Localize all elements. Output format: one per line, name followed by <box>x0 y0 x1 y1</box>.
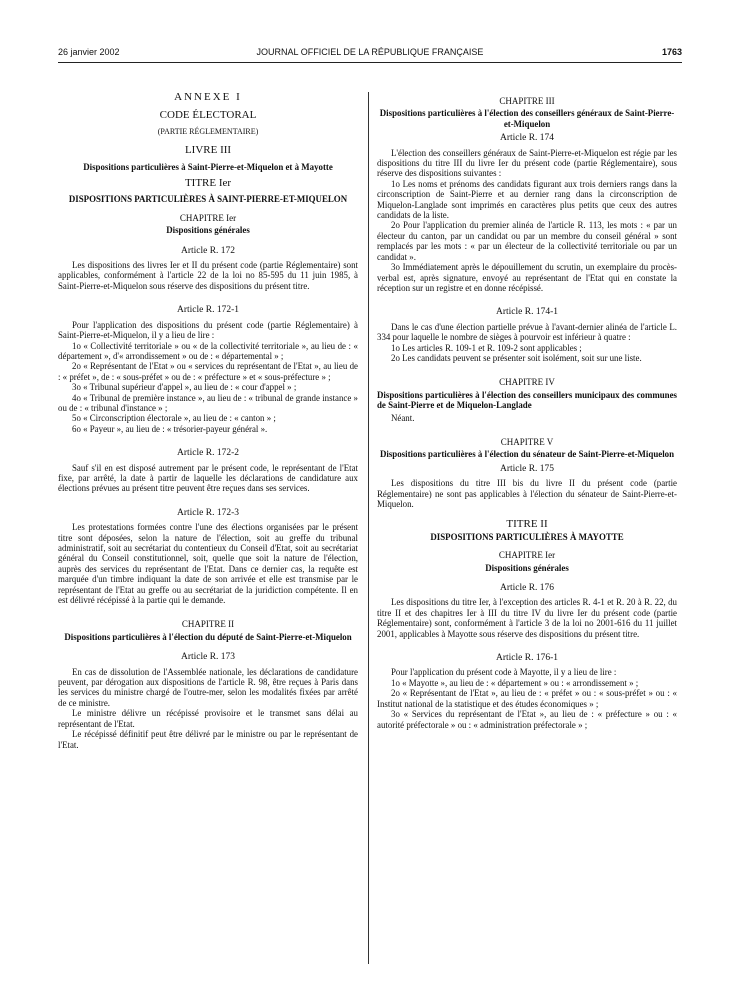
article-heading: Article R. 172-1 <box>176 305 239 316</box>
article-text: Sauf s'il en est disposé autrement par le présent code, le représentant de l'Etat fixe, par arrêté, la date à partir de laquelle les déclarations de candidature aux élections prévues au présent titre peuvent être reçues dans ses services. <box>58 462 358 494</box>
list-item: 2o « Représentant de l'Etat » ou « services du représentant de l'Etat », au lieu de : « préfet », de : « sous-préfet » ou de : « préfecture » et « sous-préfecture » ; <box>58 361 358 382</box>
header-journal-title: JOURNAL OFFICIEL DE LA RÉPUBLIQUE FRANÇAISE <box>256 47 484 57</box>
right-column <box>377 92 677 730</box>
header-date: 26 janvier 2002 <box>58 47 120 57</box>
chapter-heading: CHAPITRE II <box>181 619 235 630</box>
article-text: En cas de dissolution de l'Assemblée nationale, les déclarations de candidature peuvent, par dérogation aux dispositions de l'article R. 98, être reçues à Paris dans les services du ministre chargé de l'outre-mer, selon les modalités fixées par arrêté de ce ministre. <box>58 666 358 708</box>
article-text: Dans le cas d'une élection partielle prévue à l'avant-dernier alinéa de l'article L. 334 pour laquelle le nombre de sièges à pourvoir est inférieur à quatre : <box>377 321 677 343</box>
titre-subtitle: DISPOSITIONS PARTICULIÈRES À SAINT-PIERRE-ET-MIQUELON <box>68 194 348 205</box>
list-item: 3o « Services du représentant de l'Etat », au lieu de : « préfecture » ou : « autorité préfectorale » ou : « administration préfectorale » ; <box>377 709 677 730</box>
chapter-subtitle: Dispositions particulières à l'élection des conseillers municipaux des communes de Saint-Pierre et de Miquelon-Langlade <box>377 389 677 411</box>
chapter-heading: CHAPITRE V <box>500 436 554 447</box>
article-heading: Article R. 176-1 <box>495 653 558 664</box>
list-item: 1o Les noms et prénoms des candidats figurant aux trois derniers rangs dans la circonscription de Saint-Pierre et au dernier rang dans la circonscription de Miquelon-Langlade sont imprimés en caractères plus petits que ceux des autres candidats de la liste. <box>377 178 677 221</box>
code-heading: CODE ÉLECTORAL <box>159 109 257 122</box>
article-heading: Article R. 176 <box>499 583 555 594</box>
list-item: 4o « Tribunal de première instance », au lieu de : « tribunal de grande instance » ou de : « tribunal d'instance » ; <box>58 392 358 413</box>
article-text: Les dispositions des livres Ier et II du présent code (partie Réglementaire) sont applicables, conformément à l'article 22 de la loi no 85-595 du 11 juin 1985, à Saint-Pierre-et-Miquelon sous réserve des dispositions du présent titre. <box>58 260 358 291</box>
header-rule <box>58 62 682 63</box>
list-item: 2o « Représentant de l'Etat », au lieu de : « préfet » ou : « sous-préfet » ou : « Institut national de la statistique et des études économiques » ; <box>377 688 677 709</box>
article-heading: Article R. 175 <box>499 463 555 474</box>
chapter-subtitle: Dispositions générales <box>485 562 569 573</box>
list-item: 3o « Tribunal supérieur d'appel », au lieu de : « cour d'appel » ; <box>72 382 297 393</box>
article-text: Le ministre délivre un récépissé provisoire et le transmet sans délai au représentant de l'Etat. <box>58 708 358 729</box>
list-item: 2o Les candidats peuvent se présenter soit isolément, soit sur une liste. <box>391 352 642 363</box>
article-heading: Article R. 172-3 <box>176 507 239 518</box>
partie-heading: (PARTIE RÉGLEMENTAIRE) <box>157 126 259 136</box>
article-text: Néant. <box>391 412 415 423</box>
chapter-heading: CHAPITRE III <box>499 96 555 106</box>
livre-subtitle: Dispositions particulières à Saint-Pierre-et-Miquelon et à Mayotte <box>83 161 333 172</box>
article-heading: Article R. 173 <box>180 652 236 663</box>
chapter-subtitle: Dispositions générales <box>166 225 250 236</box>
livre-heading: LIVRE III <box>184 144 232 157</box>
article-text: Les dispositions du titre III bis du livre II du présent code (partie Réglementaire) ne sont pas applicables à l'élection du sénateur de Saint-Pierre-et-Miquelon. <box>377 478 677 509</box>
article-heading: Article R. 172 <box>180 245 236 256</box>
article-text: Le récépissé définitif peut être délivré par le ministre ou par le représentant de l'Etat. <box>58 729 358 750</box>
list-item: 1o « Collectivité territoriale » ou « de la collectivité territoriale », au lieu de : « département », d'« arrondissement » ou de : « départemental » ; <box>58 340 358 361</box>
list-item: 6o « Payeur », au lieu de : « trésorier-payeur général ». <box>72 423 268 434</box>
titre-heading: TITRE Ier <box>184 177 232 190</box>
chapter-heading: CHAPITRE IV <box>499 377 555 388</box>
article-text: Pour l'application du présent code à Mayotte, il y a lieu de lire : <box>391 667 617 678</box>
chapter-subtitle: Dispositions particulières à l'élection des conseillers généraux de Saint-Pierre-et-Miquelon <box>379 108 675 129</box>
header-page-number: 1763 <box>661 47 682 57</box>
column-divider <box>368 92 369 964</box>
list-item: 1o « Mayotte », au lieu de : « département » ou : « arrondissement » ; <box>391 677 639 688</box>
list-item: 2o Pour l'application du premier alinéa de l'article R. 113, les mots : « par un électeur du canton, par un candidat ou par un membre du conseil général » sont remplacés par les mots : « par un électeur de la collectivité territoriale ou par un candidat ». <box>377 220 677 262</box>
article-heading: Article R. 174 <box>499 133 555 144</box>
article-heading: Article R. 172-2 <box>176 448 239 459</box>
chapter-heading: CHAPITRE Ier <box>498 550 556 561</box>
article-text: L'élection des conseillers généraux de Saint-Pierre-et-Miquelon est régie par les dispositions du titre III du livre Ier du présent code (partie Réglementaire), sous réserve des dispositions suivantes : <box>377 147 677 179</box>
annexe-heading: ANNEXE I <box>174 91 242 103</box>
article-text: Les protestations formées contre l'une des élections organisées par le présent titre sont déposées, selon la nature de l'élection, soit au greffe du tribunal administratif, soit au secrétariat du contentieux du Conseil d'Etat, soit au secrétariat général du Conseil constitutionnel, soit, quelle que soit la nature de l'élection, auprès des services du représentant de l'Etat. Dans ce dernier cas, la requête est marquée d'un timbre indiquant la date de son arrivée et elle est transmise par le représentant de l'Etat au greffe ou au secrétariat de la juridiction compétente. Il en est délivré récépissé à la partie qui le demande. <box>58 522 358 606</box>
list-item: 5o « Circonscription électorale », au lieu de : « canton » ; <box>72 413 276 424</box>
titre-subtitle: DISPOSITIONS PARTICULIÈRES À MAYOTTE <box>430 531 624 542</box>
list-item: 1o Les articles R. 109-1 et R. 109-2 sont applicables ; <box>391 342 582 353</box>
article-text: Les dispositions du titre Ier, à l'exception des articles R. 4-1 et R. 20 à R. 22, du titre II et des chapitres Ier à III du titre IV du livre Ier du présent code (partie Réglementaire) sont, conformément à l'article 3 de la loi no 2001-616 du 11 juillet 2001, applicables à Mayotte sous réserve des dispositions du présent titre. <box>377 597 677 639</box>
article-heading: Article R. 174-1 <box>495 307 558 318</box>
article-text: Pour l'application des dispositions du présent code (partie Réglementaire) à Saint-Pierre-et-Miquelon, il y a lieu de lire : <box>58 319 358 341</box>
left-column <box>58 92 358 750</box>
page-header <box>58 47 682 61</box>
titre-heading: TITRE II <box>506 518 548 531</box>
chapter-subtitle: Dispositions particulières à l'élection du sénateur de Saint-Pierre-et-Miquelon <box>379 449 675 460</box>
list-item: 3o Immédiatement après le dépouillement du scrutin, un exemplaire du procès-verbal est, après signature, envoyé au représentant de l'Etat qui en constate la réception sur un registre et en donne récépissé. <box>377 262 677 293</box>
chapter-subtitle: Dispositions particulières à l'élection du député de Saint-Pierre-et-Miquelon <box>64 631 352 642</box>
chapter-heading: CHAPITRE Ier <box>179 212 237 223</box>
